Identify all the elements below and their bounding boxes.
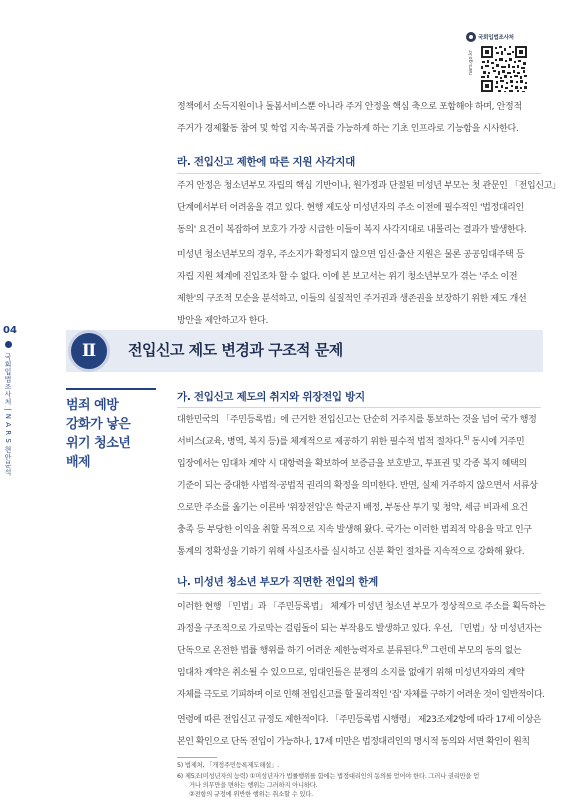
section-title: 전입신고 제도 변경과 구조적 문제: [128, 341, 343, 359]
ra-para2-line-3: 제한'의 구조적 모순을 분석하고, 이들의 실질적인 주거권과 생존권을 보장하기 위한 제도 개선: [177, 294, 527, 304]
callout-line-1: 범죄 예방: [66, 398, 119, 413]
na-para1-line-3-text: 단독으로 온전한 법률 행위를 하기 어려운 제한능력자로 분류된다.: [177, 646, 423, 656]
na-para2-line-2: 본인 확인으로 단독 전입이 가능하나, 17세 미만은 법정대리인의 명시적 동의와 서면 확인이 원칙: [177, 737, 530, 747]
callout-line-4: 배제: [66, 455, 91, 470]
ga-line-1: 대한민국의 「주민등록법」에 근거한 전입신고는 단순히 거주지를 통보하는 것을 넘어 국가 행정: [177, 415, 537, 425]
subheading-ra-rule: [177, 173, 541, 174]
ra-para1-line-1: 주거 안정은 청소년부모 자립의 핵심 기반이나, 원가정과 단절된 미성년 부모는 첫 관문인 「전입신고」: [177, 181, 561, 191]
ga-line-5: 으로만 주소를 옮기는 이른바 '위장전입'은 학군지 배정, 부동산 투기 및 청약, 세금 비과세 요건: [177, 503, 528, 513]
ga-line-6: 충족 등 부당한 이익을 취할 목적으로 지속 발생해 왔다. 국가는 이러한 범죄적 악용을 막고 인구: [177, 525, 532, 535]
na-para1-line-3-tail: 그런데 부모의 동의 없는: [427, 646, 522, 656]
margin-dot-icon: [5, 341, 12, 348]
ga-line-2-tail: 동시에 거주민: [469, 437, 525, 447]
callout-line-2: 강화가 낳은: [66, 417, 131, 432]
intro-line-2: 주거가 경제활동 참여 및 학업 지속·복귀를 가능하게 하는 기초 인프라로 기능함을 시사한다.: [177, 124, 519, 134]
qr-side-text: nars.go.kr: [468, 50, 474, 76]
subheading-na: 나. 미성년 청소년 부모가 직면한 전입의 한계: [177, 576, 378, 588]
footnote-ref-6[interactable]: 6): [422, 644, 428, 651]
na-para1-line-5: 자체를 극도로 기피하며 이로 인해 전입신고를 할 물리적인 '집' 자체를 구하기 어려운 것이 일반적이다.: [177, 690, 545, 700]
nars-badge: [466, 30, 536, 44]
na-para1-line-3: [177, 641, 521, 662]
section-numeral: Ⅱ: [68, 330, 110, 372]
nars-badge-text: 국회입법조사처: [478, 35, 514, 41]
ra-para2-line-2: 자립 지원 체계에 진입조차 할 수 없다. 이에 본 보고서는 위기 청소년부모가 겪는 '주소 이전: [177, 272, 518, 282]
ga-line-7: 통계의 정확성을 기하기 위해 사실조사를 실시하고 신분 확인 절차를 지속적으로 강화해 왔다.: [177, 547, 525, 557]
ga-line-2: [177, 432, 524, 453]
margin-publication-label: 국회입법조사처 | N A R S 현안분석: [4, 353, 12, 477]
qr-code-icon[interactable]: [480, 45, 528, 93]
subheading-ga-rule: [177, 407, 541, 408]
sidebar-callout: [66, 396, 166, 472]
subheading-ra: 라. 전입신고 제한에 따른 지원 사각지대: [177, 156, 355, 168]
subheading-ga: 가. 전입신고 제도의 취지와 위장전입 방지: [177, 391, 365, 403]
footnote-6-line-1: 6) 제5조(미성년자의 능력) ①미성년자가 법률행위를 함에는 법정대리인의 동의를 얻어야 한다. 그러나 권리만을 얻: [177, 773, 480, 780]
ga-line-3: 입장에서는 임대차 계약 시 대항력을 확보하여 보증금을 보호받고, 투표권 및 각종 복지 혜택의: [177, 459, 527, 469]
intro-line-1: 정책에서 소득지원이나 돌봄서비스뿐 아니라 주거 안정을 핵심 축으로 포함해야 하며, 안정적: [177, 102, 522, 112]
ra-para1-line-2: 단계에서부터 어려움을 겪고 있다. 현행 제도상 미성년자의 주소 이전에 필수적인 '법정대리인: [177, 203, 524, 213]
nars-logo-icon: [466, 32, 476, 42]
subheading-na-rule: [177, 593, 541, 594]
footnote-5: 5) 법제처, 「개정주민등록제도해설」.: [177, 762, 279, 769]
footnote-ref-5[interactable]: 5): [463, 435, 470, 442]
page-number: 04: [3, 325, 17, 336]
na-para2-line-1: 연령에 따른 전입신고 규정도 제한적이다. 「주민등록법 시행령」 제23조제2항에 따라 17세 이상은: [177, 715, 542, 725]
footnote-rule: [177, 757, 217, 758]
footnote-6-line-3: ②전항의 규정에 위반한 행위는 취소할 수 있다.: [189, 791, 313, 798]
ga-line-4: 기준이 되는 중대한 사법적·공법적 권리의 확정을 의미한다. 반면, 실제 거주하지 않으면서 서류상: [177, 481, 538, 491]
na-para1-line-2: 과정을 구조적으로 가로막는 걸림돌이 되는 부작용도 발생하고 있다. 우선, 「민법」상 미성년자는: [177, 624, 542, 634]
ra-para2-line-4: 방안을 제안하고자 한다.: [177, 316, 268, 326]
footnote-6-line-2: 거나 의무만을 면하는 행위는 그러하지 아니하다.: [189, 782, 318, 789]
ga-line-2-text: 서비스(교육, 병역, 복지 등)를 체계적으로 제공하기 위한 필수적 법적 절차다.: [177, 437, 464, 447]
ra-para2-line-1: 미성년 청소년부모의 경우, 주소지가 확정되지 않으면 임신·출산 지원은 물론 공공임대주택 등: [177, 250, 525, 260]
na-para1-line-1: 이러한 현행 「민법」과 「주민등록법」 체계가 미성년 청소년 부모가 정상적으로 주소를 획득하는: [177, 602, 546, 612]
callout-line-3: 위기 청소년: [66, 436, 131, 451]
ra-para1-line-3: 동의' 요건이 복잡하여 보호가 가장 시급한 이들이 복지 사각지대로 내몰리는 결과가 발생한다.: [177, 225, 527, 235]
callout-rule: [66, 388, 156, 390]
na-para1-line-4: 임대차 계약은 취소될 수 있으므로, 임대인들은 분쟁의 소지를 없애기 위해 미성년자와의 계약: [177, 668, 525, 678]
qr-block: [466, 28, 538, 94]
